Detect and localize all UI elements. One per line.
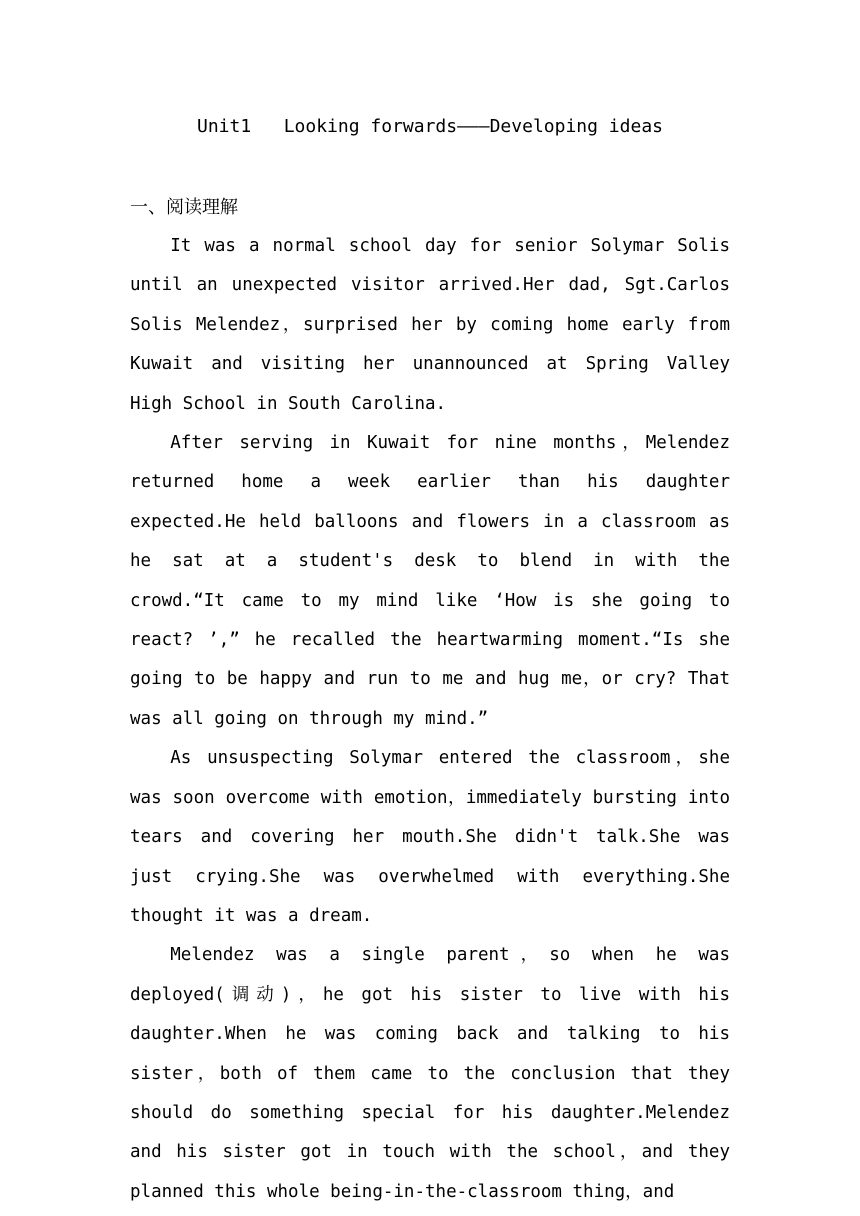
reading-passage: [130, 227, 730, 1212]
passage-paragraph-4: Melendez was a single parent，so when he was deployed(调动)，he got his sister to live with his daughter.When he was coming back and talking to his sister，both of them came to the conclusion that they should do something special for his daughter.Melendez and his sister got in touch with the school，and they planned this whole being-in-the-classroom thing，and: [130, 945, 730, 1202]
passage-paragraph-1: It was a normal school day for senior Solymar Solis until an unexpected visitor arrived.Her dad, Sgt.Carlos Solis Melendez，surprised her by coming home early from Kuwait and visiting her unannounced at Spring Valley High School in South Carolina.: [130, 236, 730, 414]
document-title: Unit1 Looking forwards———Developing ideas: [197, 116, 663, 137]
passage-paragraph-3: As unsuspecting Solymar entered the classroom，she was soon overcome with emotion，immediately bursting into tears and covering her mouth.She didn't talk.She was just crying.She was overwhelmed with everything.She thought it was a dream.: [130, 748, 730, 926]
passage-paragraph-2: After serving in Kuwait for nine months，Melendez returned home a week earlier than his daughter expected.He held balloons and flowers in a classroom as he sat at a student's desk to blend in with the crowd.“It came to my mind like ‘How is she going to react? ’,” he recalled the heartwarming moment.“Is she going to be happy and run to me and hug me，or cry? That was all going on through my mind.”: [130, 433, 730, 729]
section-heading-reading-comprehension: 一、阅读理解: [130, 197, 238, 218]
